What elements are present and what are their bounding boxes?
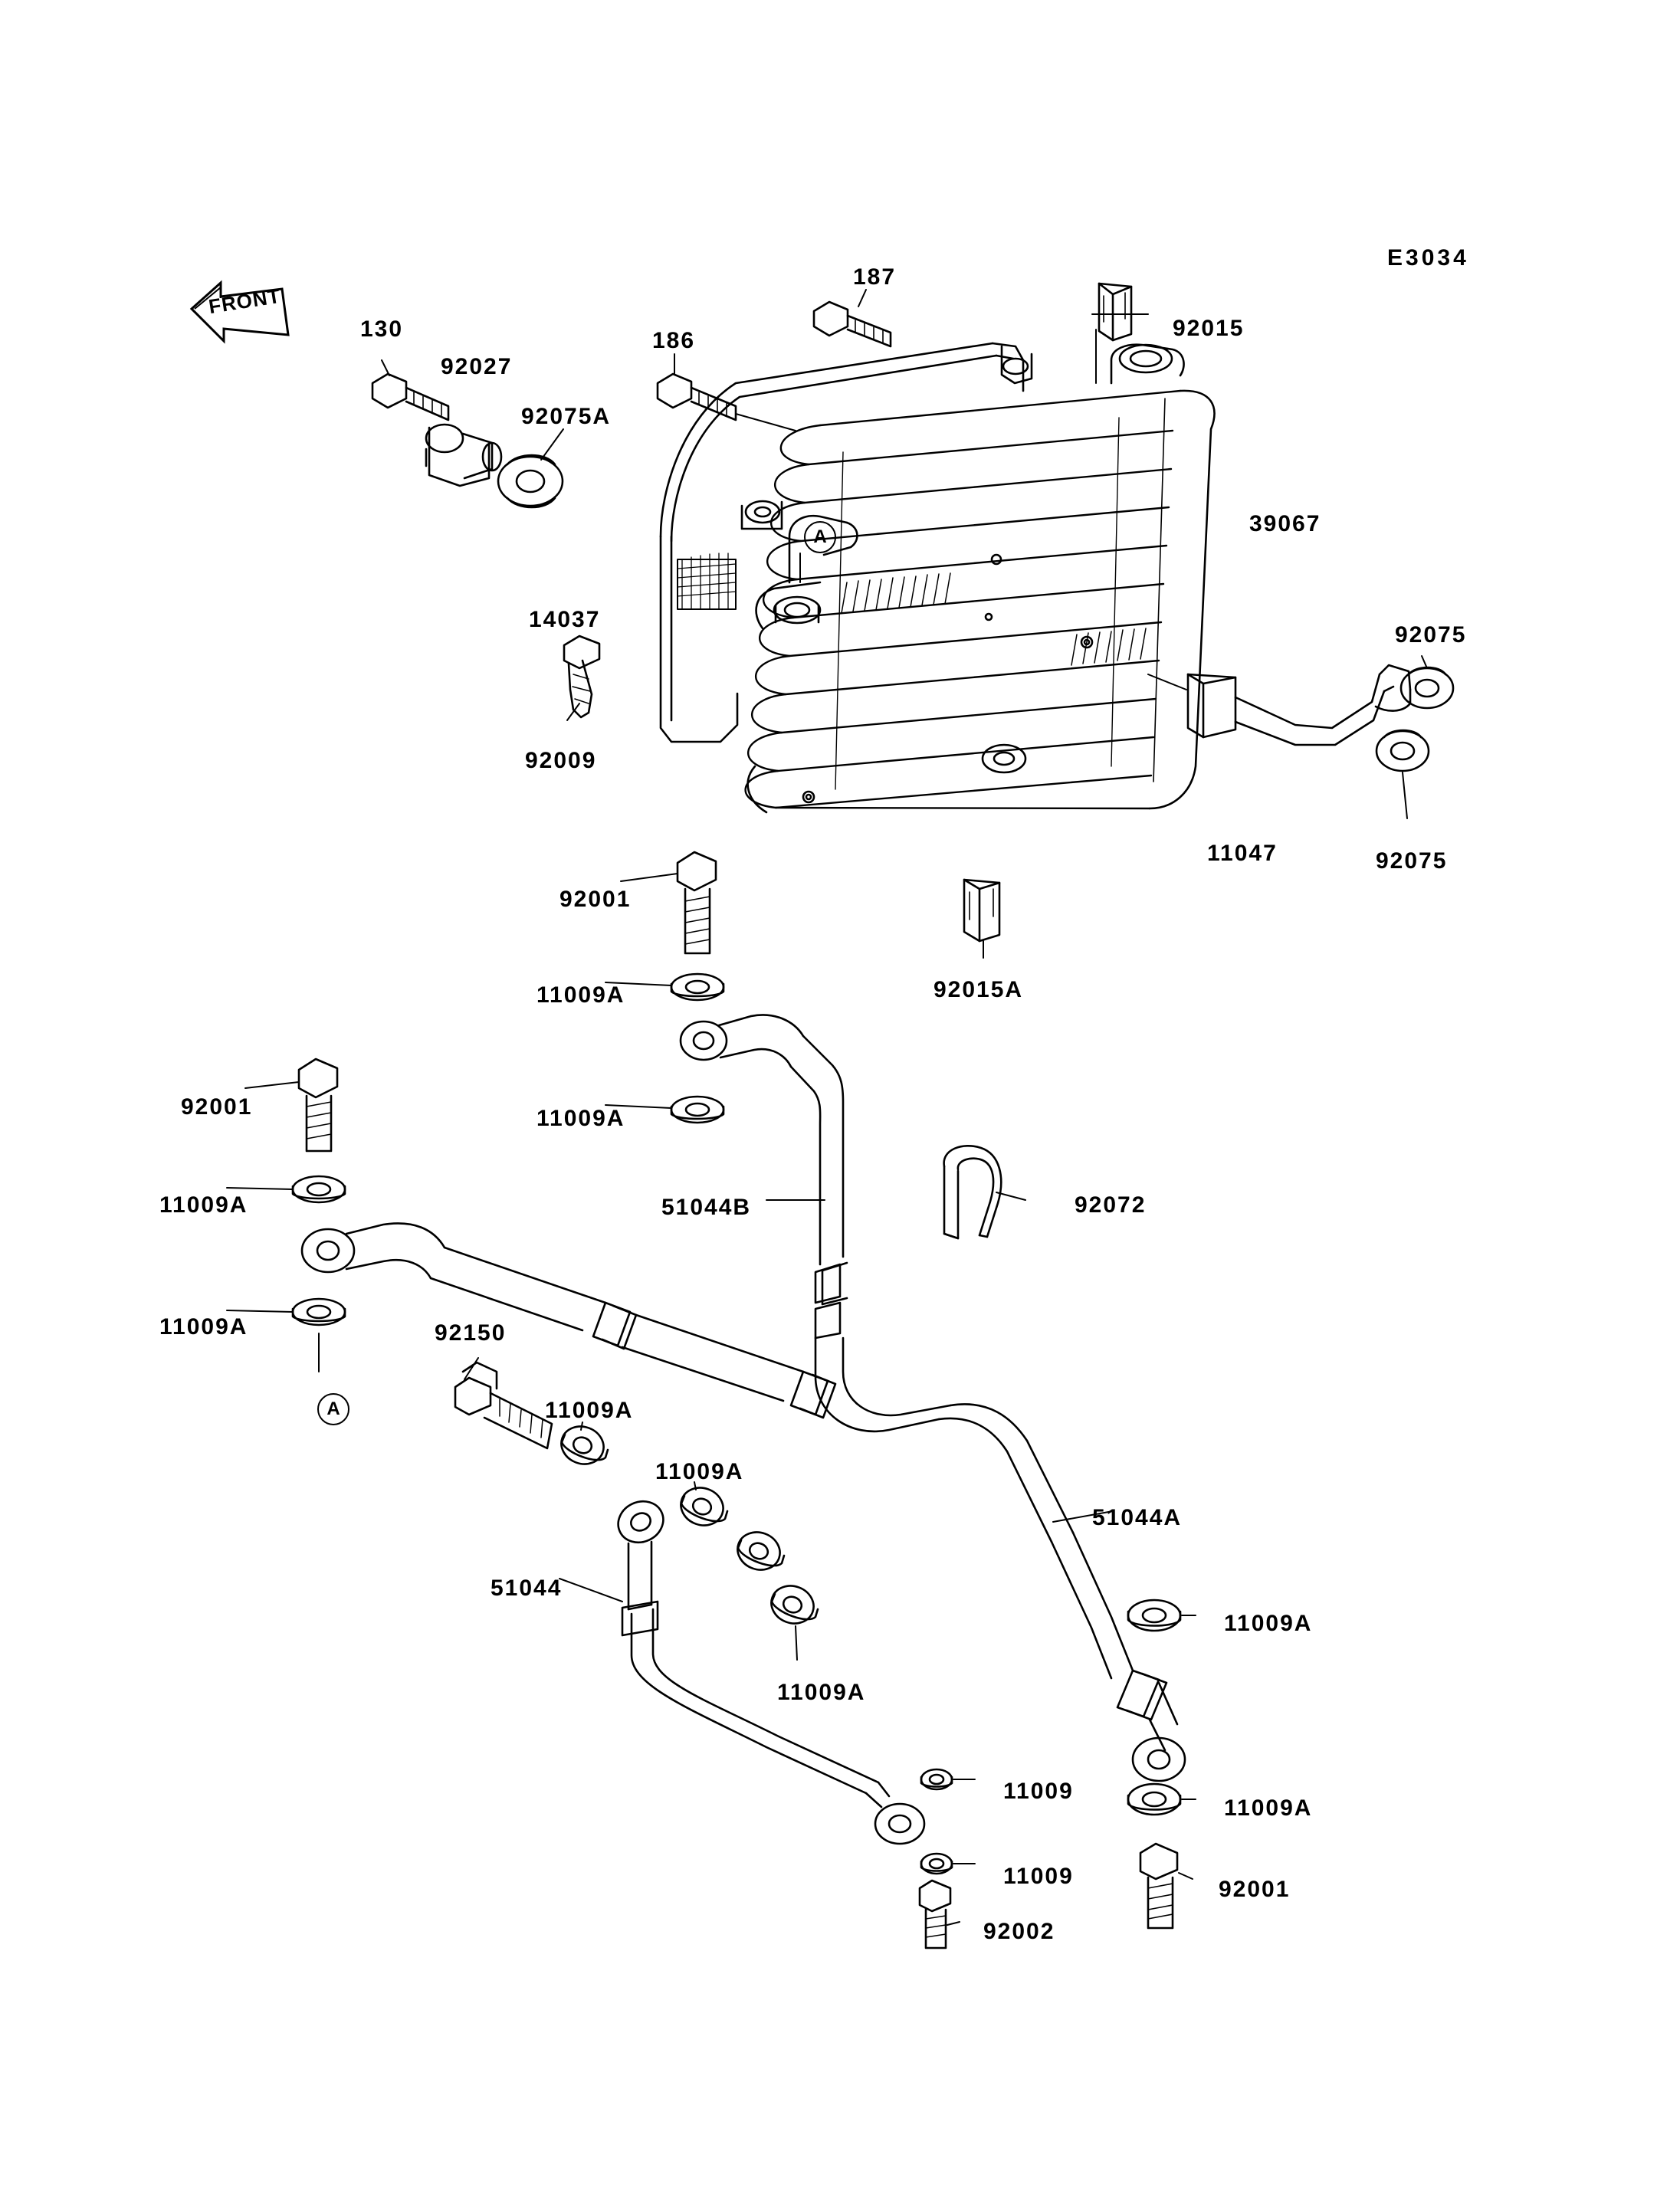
part-label-11047: 11047 (1207, 841, 1278, 866)
part-label-92002: 92002 (983, 1919, 1055, 1944)
part-label-51044A: 51044A (1092, 1505, 1183, 1530)
part-label-14037: 14037 (529, 607, 601, 632)
part-label-11009A-6: 11009A (655, 1459, 744, 1484)
part-label-11009A-1: 11009A (536, 982, 625, 1008)
part-label-92072: 92072 (1075, 1192, 1147, 1218)
part-label-11009A-8: 11009A (777, 1680, 866, 1705)
part-label-11009A-3: 11009A (159, 1192, 248, 1218)
part-label-92150: 92150 (435, 1320, 507, 1346)
part-label-186: 186 (652, 328, 696, 353)
part-label-92075-top: 92075 (1395, 622, 1467, 648)
part-label-11009A-4: 11009A (159, 1314, 248, 1340)
part-label-130: 130 (360, 316, 404, 342)
part-label-51044B: 51044B (661, 1195, 752, 1220)
part-label-92075A: 92075A (521, 404, 612, 429)
part-label-92009: 92009 (525, 748, 597, 773)
front-label: FRONT (207, 284, 283, 319)
figure-code: E3034 (1387, 245, 1469, 271)
part-label-11009-1: 11009 (1003, 1779, 1074, 1804)
part-label-11009A-7: 11009A (1224, 1611, 1313, 1636)
part-label-92001-upper: 92001 (559, 887, 632, 912)
part-label-92001-bottom: 92001 (1219, 1877, 1291, 1902)
part-label-92027: 92027 (441, 354, 513, 379)
part-label-187: 187 (853, 264, 897, 290)
part-label-51044: 51044 (491, 1576, 563, 1601)
part-label-11009A-5: 11009A (545, 1398, 634, 1423)
part-label-39067: 39067 (1249, 511, 1321, 536)
part-label-92015: 92015 (1173, 316, 1245, 341)
part-label-11009A-2: 11009A (536, 1106, 625, 1131)
part-label-92001-left: 92001 (181, 1094, 253, 1120)
callout-circle-a-bottom: A (317, 1393, 349, 1425)
part-label-92075-bottom: 92075 (1376, 848, 1448, 874)
part-label-11009A-9: 11009A (1224, 1795, 1313, 1821)
part-label-11009-2: 11009 (1003, 1864, 1074, 1889)
callout-circle-a-top: A (804, 521, 836, 553)
part-label-92015A: 92015A (934, 977, 1024, 1002)
